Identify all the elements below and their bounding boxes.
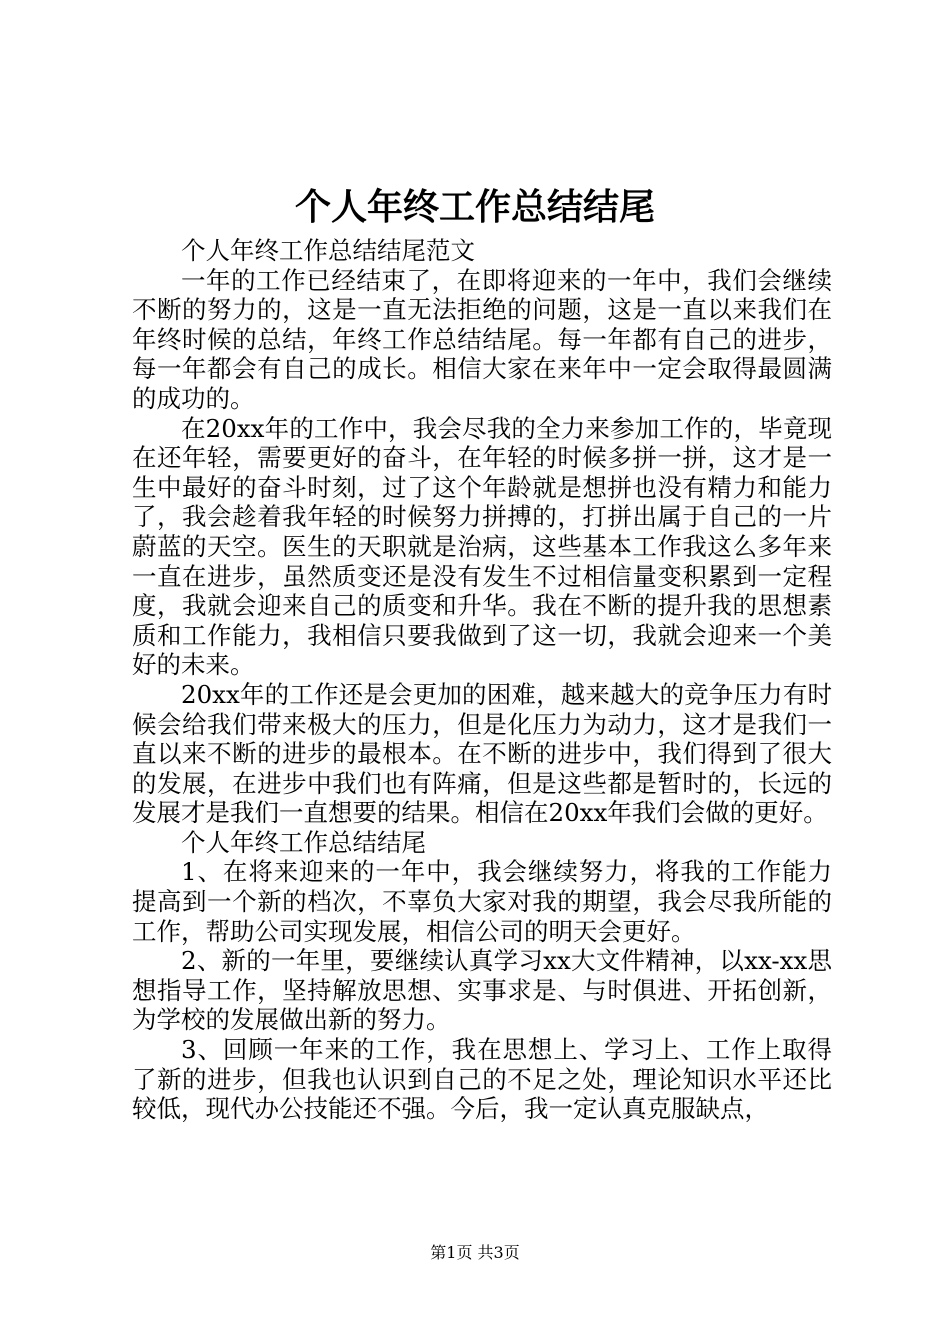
page-number-footer: 第1页 共3页 <box>430 1243 520 1262</box>
paragraph: 20xx年的工作还是会更加的困难，越来越大的竞争压力有时候会给我们带来极大的压力，但是化压力为动力，这才是我们一直以来不断的进步的最根本。在不断的进步中，我们得到了很大的发展，在进步中我们也有阵痛，但是这些都是暂时的，长远的发展才是我们一直想要的结果。相信在20xx年我们会做的更好。 <box>132 679 832 828</box>
list-item: 1、在将来迎来的一年中，我会继续努力，将我的工作能力提高到一个新的档次，不辜负大家对我的期望，我会尽我所能的工作，帮助公司实现发展，相信公司的明天会更好。 <box>132 857 832 946</box>
document-title: 个人年终工作总结结尾 <box>294 186 655 228</box>
section-heading: 个人年终工作总结结尾 <box>181 827 426 857</box>
list-item: 3、回顾一年来的工作，我在思想上、学习上、工作上取得了新的进步，但我也认识到自己的不足之处，理论知识水平还比较低，现代办公技能还不强。今后，我一定认真克服缺点， <box>132 1035 832 1124</box>
list-item: 2、新的一年里，要继续认真学习xx大文件精神，以xx-xx思想指导工作，坚持解放思想、实事求是、与时俱进、开拓创新，为学校的发展做出新的努力。 <box>132 946 832 1035</box>
document-body <box>132 236 832 1124</box>
paragraph-subtitle: 个人年终工作总结结尾范文 <box>181 236 475 265</box>
paragraph: 一年的工作已经结束了，在即将迎来的一年中，我们会继续不断的努力的，这是一直无法拒绝的问题，这是一直以来我们在年终时候的总结，年终工作总结结尾。每一年都有自己的进步，每一年都会有自己的成长。相信大家在来年中一定会取得最圆满的成功的。 <box>132 265 832 413</box>
paragraph: 在20xx年的工作中，我会尽我的全力来参加工作的，毕竟现在还年轻，需要更好的奋斗，在年轻的时候多拼一拼，这才是一生中最好的奋斗时刻，过了这个年龄就是想拼也没有精力和能力了，我会趁着我年轻的时候努力拼搏的，打拼出属于自己的一片蔚蓝的天空。医生的天职就是治病，这些基本工作我这么多年来一直在进步，虽然质变还是没有发生不过相信量变积累到一定程度，我就会迎来自己的质变和升华。我在不断的提升我的思想素质和工作能力，我相信只要我做到了这一切，我就会迎来一个美好的未来。 <box>132 413 832 680</box>
